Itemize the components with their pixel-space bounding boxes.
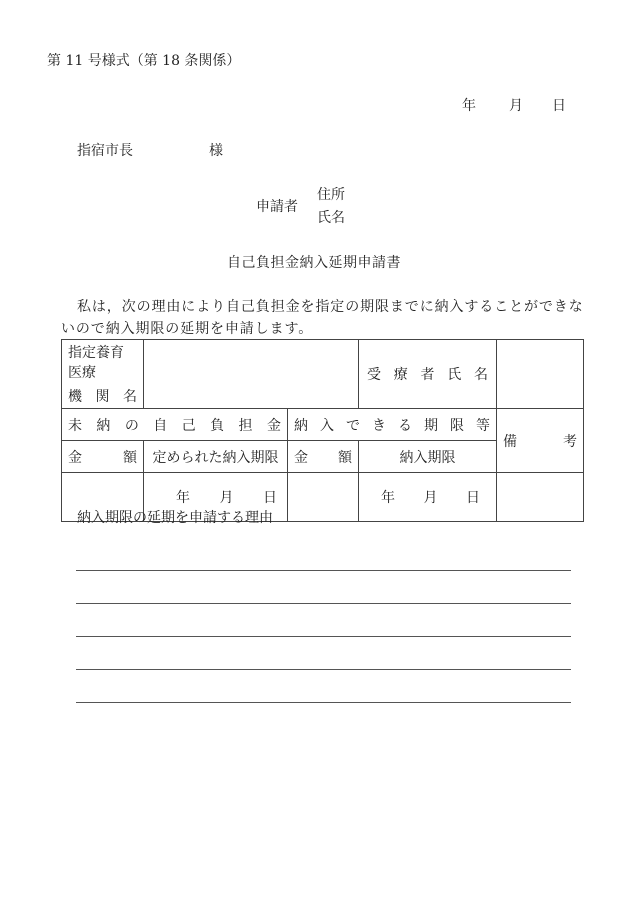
payable-char: 期	[424, 417, 438, 434]
due-date-label: 定められた納入期限	[144, 441, 288, 473]
amount-char: 額	[338, 449, 353, 466]
reason-line-1[interactable]	[76, 570, 571, 571]
amount-char: 金	[294, 449, 308, 466]
date-month-label: 月	[509, 98, 523, 114]
patient-name-label	[359, 364, 496, 384]
amount-char: 額	[123, 449, 137, 466]
unpaid-char: の	[124, 417, 139, 434]
payable-char: き	[372, 417, 386, 434]
addressee-title: 指宿市長	[77, 143, 133, 159]
payable-char: 等	[476, 417, 490, 434]
payable-header-cell	[288, 409, 497, 441]
new-due-date-field[interactable]	[359, 473, 497, 522]
payable-char: る	[398, 417, 412, 434]
form-number: 第 11 号様式（第 18 条関係）	[47, 53, 241, 69]
payable-char: 入	[320, 417, 334, 434]
institution-label-cell	[62, 340, 144, 409]
remarks-field[interactable]	[497, 473, 584, 522]
patient-label-char: 受	[367, 367, 382, 383]
payable-amount-field[interactable]	[288, 473, 359, 522]
unpaid-char: 負	[210, 417, 225, 434]
reason-line-3[interactable]	[76, 636, 571, 637]
unpaid-char: 納	[96, 417, 111, 434]
patient-name-label-cell	[359, 340, 497, 409]
payable-char: 納	[294, 417, 308, 434]
payment-due-label: 納入期限	[359, 441, 497, 473]
year-unit: 年	[176, 490, 190, 506]
patient-name-field[interactable]	[497, 340, 584, 409]
reason-line-4[interactable]	[76, 669, 571, 670]
payable-header	[288, 415, 496, 435]
addressee-honorific: 様	[209, 143, 223, 159]
unpaid-char: 己	[181, 417, 196, 434]
institution-char: 機	[68, 389, 82, 405]
month-unit: 月	[219, 490, 234, 506]
remarks-char: 考	[563, 433, 578, 450]
institution-name-field[interactable]	[144, 340, 359, 409]
institution-label-line1: 指定養育医療	[68, 345, 124, 381]
date-day-label: 日	[552, 98, 566, 114]
body-line-2: いので納入期限の延期を申請します。	[61, 321, 314, 337]
document-title: 自己負担金納入延期申請書	[227, 255, 401, 271]
applicant-name-label: 氏名	[317, 210, 345, 226]
patient-label-char: 氏	[447, 367, 462, 383]
reason-label: 納入期限の延期を申請する理由	[77, 510, 273, 526]
institution-char: 関	[95, 389, 110, 405]
patient-label-char: 名	[474, 367, 489, 383]
day-unit: 日	[263, 490, 277, 506]
year-unit: 年	[381, 490, 396, 506]
applicant-address-label: 住所	[317, 187, 345, 203]
institution-label-line2	[68, 386, 137, 406]
unpaid-char: 未	[68, 417, 82, 434]
payable-char: 限	[450, 417, 464, 434]
date-year-label: 年	[462, 98, 476, 114]
remarks-label	[497, 431, 583, 451]
deferral-table	[61, 339, 584, 522]
unpaid-char: 金	[266, 417, 281, 434]
amount-label-2	[288, 447, 358, 467]
unpaid-header-cell	[62, 409, 288, 441]
unpaid-char: 担	[238, 417, 253, 434]
patient-label-char: 者	[420, 367, 435, 383]
remarks-char: 備	[503, 433, 518, 450]
payable-char: で	[346, 417, 360, 434]
unpaid-header	[62, 415, 287, 435]
amount-label-cell-2	[288, 441, 359, 473]
reason-line-2[interactable]	[76, 603, 571, 604]
applicant-label: 申請者	[256, 199, 298, 215]
remarks-label-cell	[497, 409, 584, 473]
reason-line-5[interactable]	[76, 702, 571, 703]
month-unit: 月	[423, 490, 438, 506]
amount-char: 金	[68, 449, 82, 466]
unpaid-char: 自	[153, 417, 168, 434]
day-unit: 日	[466, 490, 481, 506]
patient-label-char: 療	[393, 367, 408, 383]
amount-label	[62, 447, 143, 467]
amount-label-cell	[62, 441, 144, 473]
institution-char: 名	[123, 389, 137, 405]
body-line-1: 私は，次の理由により自己負担金を指定の期限までに納入することができな	[77, 299, 584, 315]
